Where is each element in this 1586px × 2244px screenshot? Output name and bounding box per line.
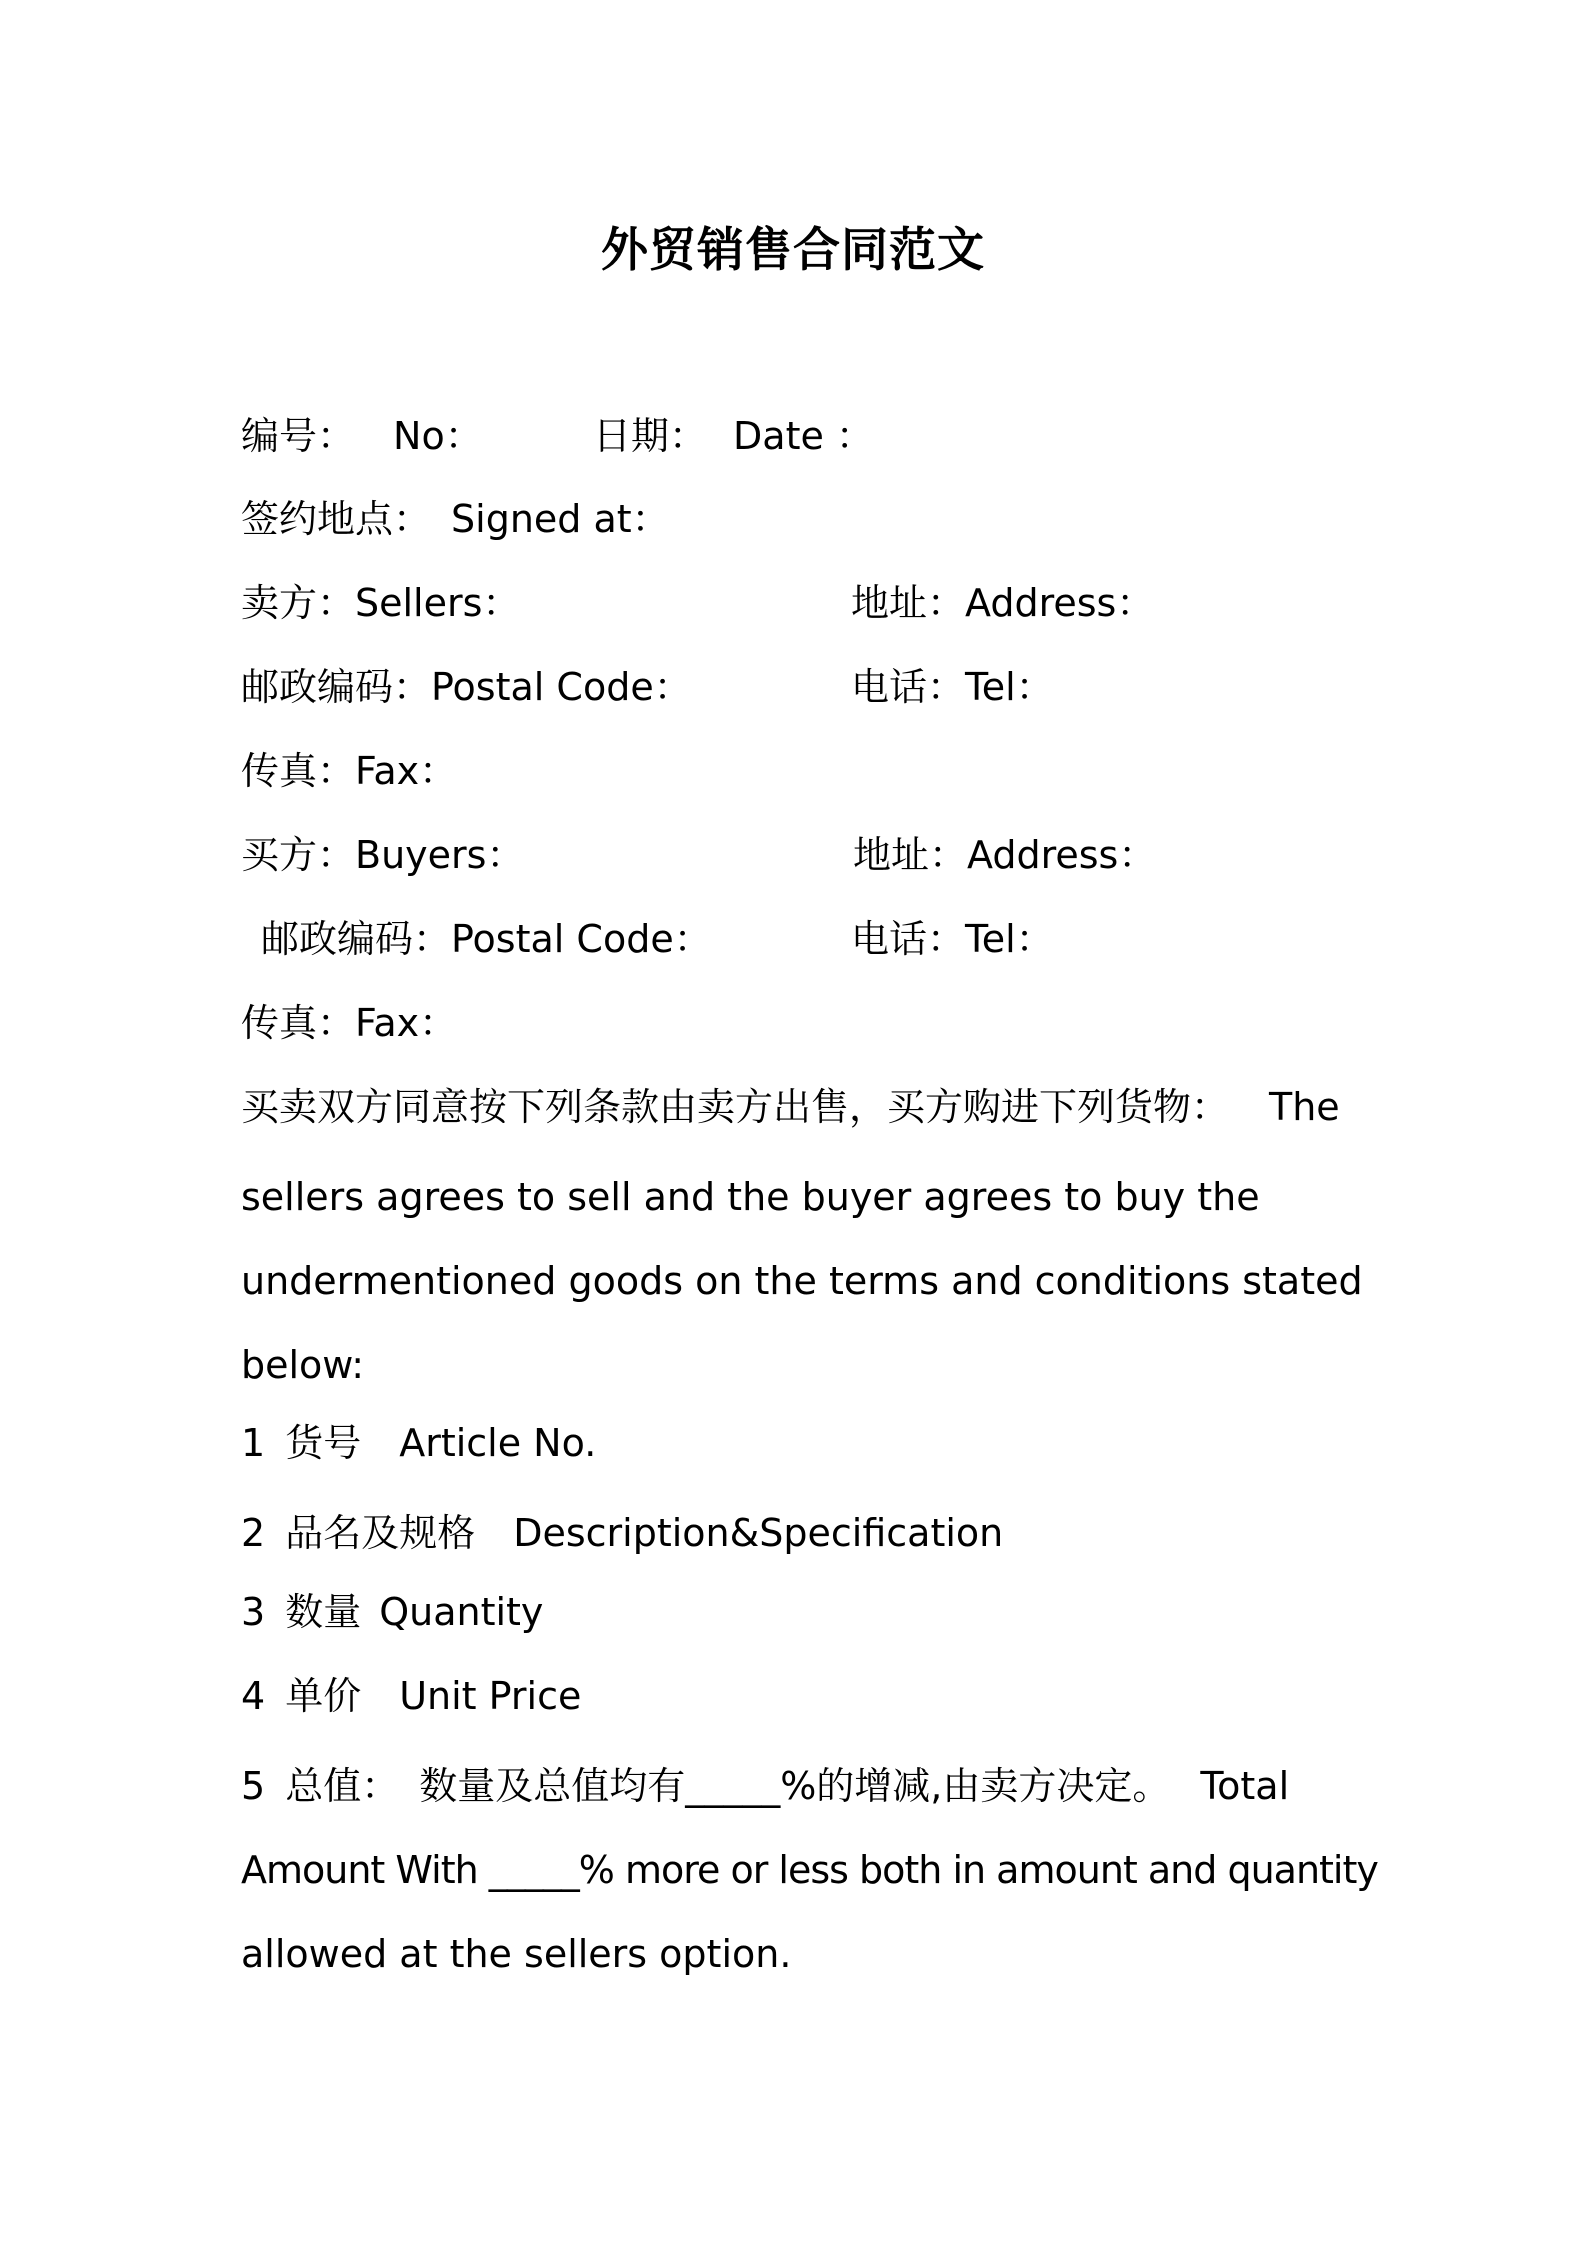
date-row xyxy=(593,414,874,458)
contract-number-label: 编号： xyxy=(241,414,356,458)
item-2-en: Description&Specification xyxy=(513,1511,1004,1555)
item-4 xyxy=(241,1674,582,1718)
buyer-address-label: 地址：Address： xyxy=(853,833,1157,877)
item-3-en: Quantity xyxy=(379,1590,544,1634)
item-5-zh-text: 数量及总值均有_____%的增减,由卖方决定。 xyxy=(419,1764,1171,1808)
seller-tel-label: 电话：Tel： xyxy=(851,665,1054,709)
signed-at-en: Signed at： xyxy=(451,497,670,541)
item-5-line-3: allowed at the sellers option. xyxy=(241,1932,792,1976)
item-3-zh: 数量 xyxy=(285,1590,362,1634)
seller-name-label: 卖方：Sellers： xyxy=(241,581,521,625)
buyer-tel-label: 电话：Tel： xyxy=(851,917,1054,961)
item-3 xyxy=(241,1590,544,1634)
seller-fax-label: 传真：Fax： xyxy=(241,749,458,793)
document-title: 外贸销售合同范文 xyxy=(601,223,985,278)
agreement-line-1 xyxy=(241,1085,1340,1129)
item-5-label: 总值： xyxy=(285,1764,400,1808)
item-1-number: 1 xyxy=(241,1421,266,1465)
item-5-en-start: Total xyxy=(1200,1764,1290,1808)
agreement-line-4: below: xyxy=(241,1343,365,1387)
item-1-en: Article No. xyxy=(399,1421,597,1465)
date-label: 日期： xyxy=(593,414,708,458)
item-5-line-2: Amount With _____% more or less both in amount and quantity xyxy=(241,1848,1378,1892)
item-5-number: 5 xyxy=(241,1764,266,1808)
item-2-zh: 品名及规格 xyxy=(285,1511,476,1555)
buyer-name-label: 买方：Buyers： xyxy=(241,833,525,877)
item-4-zh: 单价 xyxy=(285,1674,362,1718)
contract-number-en: No： xyxy=(393,414,483,458)
signed-at-row xyxy=(241,497,670,541)
agreement-en-start: The xyxy=(1269,1085,1340,1129)
agreement-line-2: sellers agrees to sell and the buyer agrees to buy the xyxy=(241,1175,1260,1219)
item-3-number: 3 xyxy=(241,1590,266,1634)
item-1 xyxy=(241,1421,597,1465)
item-4-en: Unit Price xyxy=(399,1674,582,1718)
agreement-line-3: undermentioned goods on the terms and conditions stated xyxy=(241,1259,1363,1303)
seller-address-label: 地址：Address： xyxy=(851,581,1155,625)
item-5 xyxy=(241,1764,1290,1808)
item-2 xyxy=(241,1511,1004,1555)
item-2-number: 2 xyxy=(241,1511,266,1555)
agreement-zh: 买卖双方同意按下列条款由卖方出售，买方购进下列货物： xyxy=(241,1085,1230,1129)
buyer-fax-label: 传真：Fax： xyxy=(241,1001,458,1045)
item-4-number: 4 xyxy=(241,1674,266,1718)
date-en: Date ： xyxy=(733,414,874,458)
item-1-zh: 货号 xyxy=(285,1421,362,1465)
seller-postal-label: 邮政编码：Postal Code： xyxy=(241,665,692,709)
contract-number-row xyxy=(241,414,483,458)
buyer-postal-label: 邮政编码：Postal Code： xyxy=(261,917,712,961)
signed-at-label: 签约地点： xyxy=(241,497,432,541)
